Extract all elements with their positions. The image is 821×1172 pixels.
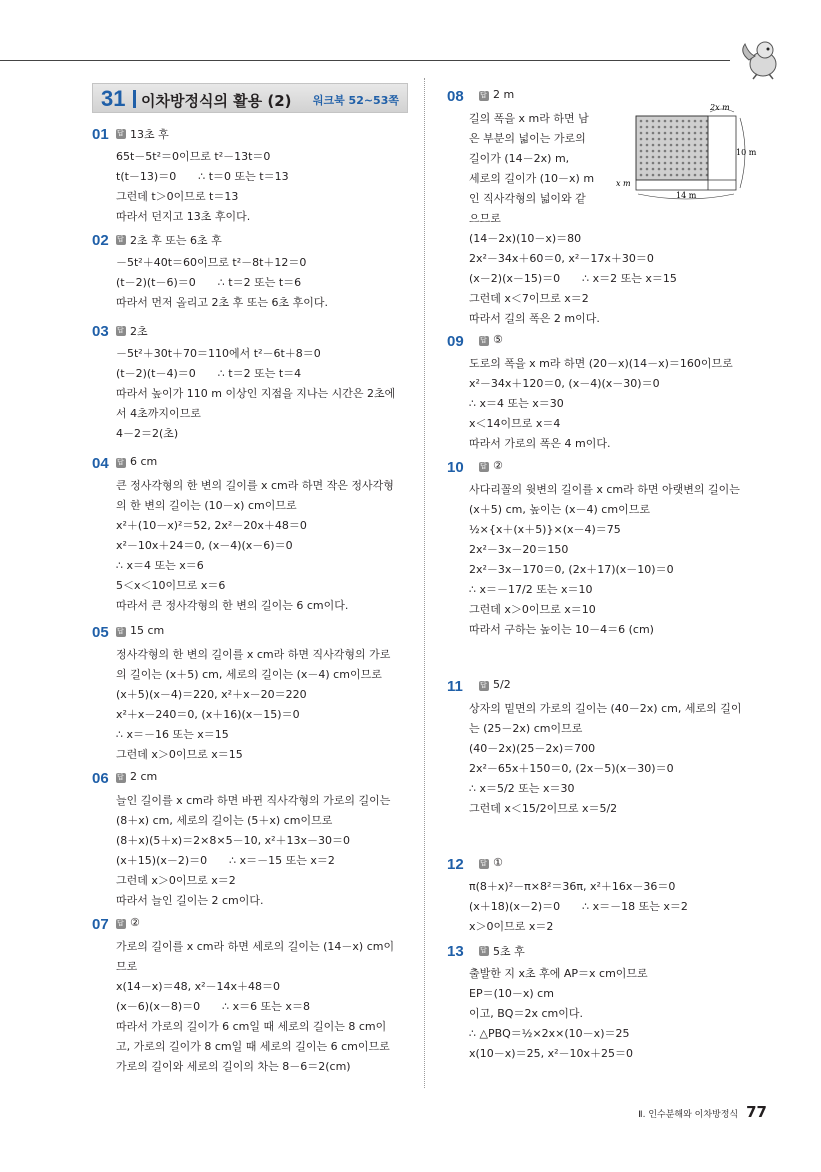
solution-line: 가로의 길이와 세로의 길이의 차는 8－6＝2(cm)	[116, 1060, 351, 1073]
solution-line: 는 (25－2x) cm이므로	[469, 722, 583, 735]
answer-badge-icon	[116, 326, 126, 336]
solution-line: (x－2)(x－15)＝0 ∴ x＝2 또는 x＝15	[469, 272, 677, 285]
solution-line: (x＋15)(x－2)＝0 ∴ x＝－15 또는 x＝2	[116, 854, 335, 867]
solution-line: 출발한 지 x초 후에 AP＝x cm이므로	[469, 967, 648, 980]
problem-number: 11	[447, 678, 463, 695]
solution-line: (8＋x)(5＋x)＝2×8×5－10, x²＋13x－30＝0	[116, 834, 351, 847]
answer-badge-icon	[116, 627, 126, 637]
solution-line: 그런데 x＜15/2이므로 x＝5/2	[469, 802, 618, 815]
answer-text: 2초	[130, 325, 148, 338]
solution-line: 따라서 길의 폭은 2 m이다.	[469, 312, 600, 325]
answer-text: ⑤	[493, 333, 503, 346]
solution-line: 이고, BQ＝2x cm이다.	[469, 1007, 583, 1020]
answer-badge-icon	[479, 859, 489, 869]
mascot-icon	[735, 38, 785, 80]
solution-line: 늘인 길이를 x cm라 하면 바뀐 직사각형의 가로의 길이는	[116, 794, 391, 807]
solution-line: ∴ x＝－17/2 또는 x＝10	[469, 583, 593, 596]
answer-text: 2 m	[493, 88, 515, 101]
fig-bottom-label: 14 m	[676, 191, 697, 200]
solution-line: x＞0이므로 x＝2	[469, 920, 554, 933]
solution-line: 도로의 폭을 x m라 하면 (20－x)(14－x)＝160이므로	[469, 357, 733, 370]
solution-line: x²＋x－240＝0, (x＋16)(x－15)＝0	[116, 708, 300, 721]
solution-line: x(10－x)＝25, x²－10x＋25＝0	[469, 1047, 634, 1060]
answer-badge-icon	[479, 462, 489, 472]
answer-text: 15 cm	[130, 624, 165, 637]
solution-line: 정사각형의 한 변의 길이를 x cm라 하면 직사각형의 가로	[116, 648, 391, 661]
solution-line: 따라서 가로의 길이가 6 cm일 때 세로의 길이는 8 cm이	[116, 1020, 387, 1033]
solution-line: 으므로	[469, 212, 501, 225]
solution-line: 그런데 x＞0이므로 x＝2	[116, 874, 236, 887]
solution-line: 따라서 늘인 길이는 2 cm이다.	[116, 894, 264, 907]
road-figure	[614, 100, 764, 200]
section-title: 이차방정식의 활용 (2)	[141, 92, 292, 110]
solution-line: 므로	[116, 960, 138, 973]
solution-line: 고, 가로의 길이가 8 cm일 때 세로의 길이는 6 cm이므로	[116, 1040, 390, 1053]
fig-left-label: x m	[616, 179, 631, 188]
solution-line: 사다리꼴의 윗변의 길이를 x cm라 하면 아랫변의 길이는	[469, 483, 740, 496]
solution-line: ½×{x＋(x＋5)}×(x－4)＝75	[469, 523, 621, 536]
solution-line: 따라서 먼저 올리고 2초 후 또는 6초 후이다.	[116, 296, 328, 309]
solution-line: x(14－x)＝48, x²－14x＋48＝0	[116, 980, 281, 993]
solution-line: ∴ x＝4 또는 x＝30	[469, 397, 564, 410]
solution-line: －5t²＋40t＝60이므로 t²－8t＋12＝0	[116, 256, 307, 269]
solution-line: t(t－13)＝0 ∴ t＝0 또는 t＝13	[116, 170, 289, 183]
solution-line: (x＋5) cm, 높이는 (x－4) cm이므로	[469, 503, 650, 516]
solution-line: 그런데 x＞0이므로 x＝15	[116, 748, 243, 761]
solution-line: (t－2)(t－6)＝0 ∴ t＝2 또는 t＝6	[116, 276, 302, 289]
answer-badge-icon	[479, 681, 489, 691]
solution-line: 가로의 길이를 x cm라 하면 세로의 길이는 (14－x) cm이	[116, 940, 395, 953]
solution-line: 2x²－65x＋150＝0, (2x－5)(x－30)＝0	[469, 762, 674, 775]
solution-line: 세로의 길이가 (10－x) m	[469, 172, 595, 185]
solution-line: 서 4초까지이므로	[116, 407, 201, 420]
solution-line: x²＋(10－x)²＝52, 2x²－20x＋48＝0	[116, 519, 307, 532]
solution-line: 2x²－34x＋60＝0, x²－17x＋30＝0	[469, 252, 654, 265]
solution-line: 그런데 x＞0이므로 x＝10	[469, 603, 596, 616]
answer-text: ①	[493, 856, 503, 869]
top-rule	[0, 60, 730, 61]
fig-right-label: 10 m	[736, 148, 757, 157]
answer-badge-icon	[479, 91, 489, 101]
problem-number: 07	[92, 916, 109, 933]
problem-number: 08	[447, 88, 464, 105]
solution-line: 65t－5t²＝0이므로 t²－13t＝0	[116, 150, 271, 163]
answer-badge-icon	[116, 129, 126, 139]
solution-line: (8＋x) cm, 세로의 길이는 (5＋x) cm이므로	[116, 814, 333, 827]
solution-line: 따라서 구하는 높이는 10－4＝6 (cm)	[469, 623, 654, 636]
problem-number: 12	[447, 856, 464, 873]
solution-line: 의 길이는 (x＋5) cm, 세로의 길이는 (x－4) cm이므로	[116, 668, 382, 681]
answer-text: ②	[130, 916, 140, 929]
chapter-label: Ⅱ. 인수분해와 이차방정식	[638, 1110, 739, 1120]
answer-badge-icon	[116, 235, 126, 245]
page-footer	[638, 1103, 767, 1121]
solution-line: 따라서 큰 정사각형의 한 변의 길이는 6 cm이다.	[116, 599, 349, 612]
answer-badge-icon	[479, 946, 489, 956]
problem-number: 04	[92, 455, 109, 472]
answer-text: 13초 후	[130, 128, 169, 141]
workbook-reference: 워크북 52~53쪽	[312, 94, 399, 107]
solution-line: 은 부분의 넓이는 가로의	[469, 132, 586, 145]
answer-text: 2초 후 또는 6초 후	[130, 234, 222, 247]
solution-line: ∴ x＝－16 또는 x＝15	[116, 728, 229, 741]
problem-number: 09	[447, 333, 464, 350]
problem-number: 13	[447, 943, 464, 960]
solution-line: －5t²＋30t＋70＝110에서 t²－6t＋8＝0	[116, 347, 321, 360]
fig-top-label: 2x m	[710, 103, 730, 112]
answer-badge-icon	[479, 336, 489, 346]
section-number: 31	[101, 86, 126, 111]
solution-line: x＜14이므로 x＝4	[469, 417, 561, 430]
answer-text: 6 cm	[130, 455, 158, 468]
problem-number: 01	[92, 126, 109, 143]
solution-line: 2x²－3x－170＝0, (2x＋17)(x－10)＝0	[469, 563, 674, 576]
answer-badge-icon	[116, 458, 126, 468]
solution-line: (x＋18)(x－2)＝0 ∴ x＝－18 또는 x＝2	[469, 900, 688, 913]
solution-line: ∴ x＝5/2 또는 x＝30	[469, 782, 575, 795]
answer-text: 2 cm	[130, 770, 158, 783]
solution-line: 의 한 변의 길이는 (10－x) cm이므로	[116, 499, 297, 512]
solution-line: EP＝(10－x) cm	[469, 987, 554, 1000]
solution-line: 따라서 던지고 13초 후이다.	[116, 210, 251, 223]
problem-number: 02	[92, 232, 109, 249]
answer-badge-icon	[116, 919, 126, 929]
solution-line: π(8＋x)²－π×8²＝36π, x²＋16x－36＝0	[469, 880, 676, 893]
solution-line: x²－34x＋120＝0, (x－4)(x－30)＝0	[469, 377, 660, 390]
solution-line: 인 직사각형의 넓이와 같	[469, 192, 586, 205]
column-divider	[424, 78, 425, 1088]
solution-line: (t－2)(t－4)＝0 ∴ t＝2 또는 t＝4	[116, 367, 302, 380]
solution-line: 그런데 x＜7이므로 x＝2	[469, 292, 589, 305]
solution-line: (x＋5)(x－4)＝220, x²＋x－20＝220	[116, 688, 307, 701]
solution-line: 상자의 밑면의 가로의 길이는 (40－2x) cm, 세로의 길이	[469, 702, 742, 715]
solution-line: x²－10x＋24＝0, (x－4)(x－6)＝0	[116, 539, 293, 552]
solution-line: 길의 폭을 x m라 하면 남	[469, 112, 589, 125]
solution-line: 길이가 (14－2x) m,	[469, 152, 570, 165]
solution-line: 5＜x＜10이므로 x＝6	[116, 579, 226, 592]
solution-line: 4－2＝2(초)	[116, 427, 179, 440]
problem-number: 06	[92, 770, 109, 787]
solution-line: 2x²－3x－20＝150	[469, 543, 569, 556]
answer-text: 5초 후	[493, 945, 525, 958]
solution-line: 따라서 높이가 110 m 이상인 지점을 지나는 시간은 2초에	[116, 387, 396, 400]
problem-number: 03	[92, 323, 109, 340]
answer-badge-icon	[116, 773, 126, 783]
answer-text: ②	[493, 459, 503, 472]
solution-line: 따라서 가로의 폭은 4 m이다.	[469, 437, 611, 450]
answer-text: 5/2	[493, 678, 511, 691]
problem-number: 10	[447, 459, 464, 476]
solution-line: 큰 정사각형의 한 변의 길이를 x cm라 하면 작은 정사각형	[116, 479, 394, 492]
page-number: 77	[746, 1103, 767, 1121]
solution-line: 그런데 t＞0이므로 t＝13	[116, 190, 239, 203]
solution-line: ∴ x＝4 또는 x＝6	[116, 559, 204, 572]
section-header	[92, 83, 408, 113]
solution-line: (40－2x)(25－2x)＝700	[469, 742, 596, 755]
section-bar	[133, 90, 136, 108]
problem-number: 05	[92, 624, 109, 641]
solution-line: (14－2x)(10－x)＝80	[469, 232, 582, 245]
solution-line: (x－6)(x－8)＝0 ∴ x＝6 또는 x＝8	[116, 1000, 310, 1013]
solution-line: ∴ △PBQ＝½×2x×(10－x)＝25	[469, 1027, 630, 1040]
